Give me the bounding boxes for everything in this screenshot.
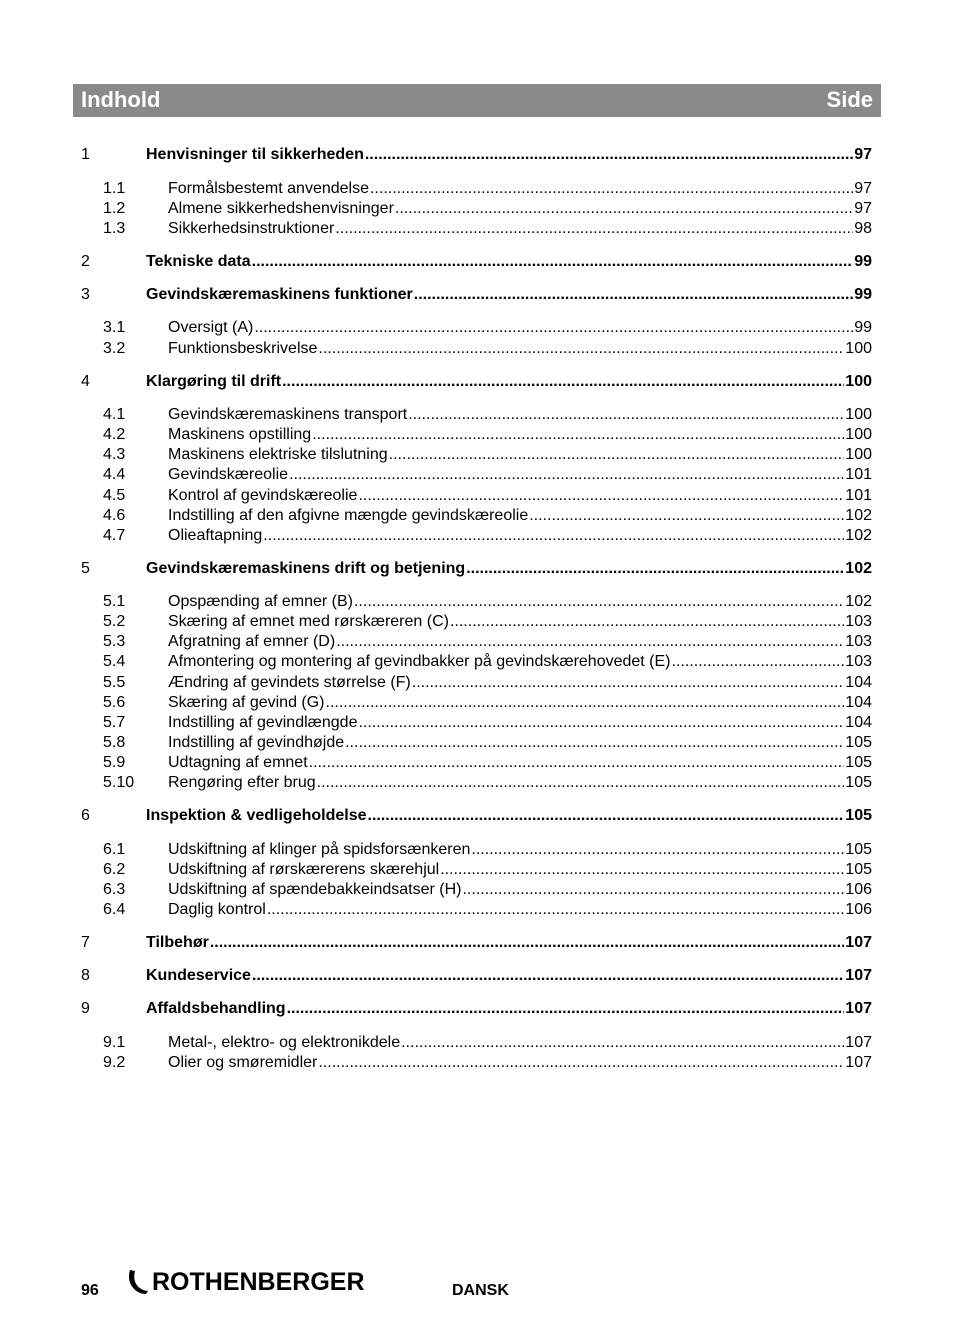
toc-page-number: 107 bbox=[845, 1034, 872, 1051]
toc-page-number: 100 bbox=[845, 340, 872, 357]
dot-leader bbox=[440, 860, 844, 880]
toc-page-number: 105 bbox=[845, 861, 872, 878]
toc-row bbox=[0, 199, 954, 219]
toc-page-number: 107 bbox=[845, 934, 872, 951]
toc-number: 9 bbox=[81, 1000, 90, 1017]
toc-row bbox=[0, 840, 954, 860]
toc-title: Kundeservice bbox=[146, 967, 251, 984]
toc-entry bbox=[168, 860, 872, 880]
toc-page-number: 100 bbox=[845, 373, 872, 390]
toc-entry bbox=[168, 199, 872, 219]
toc-title: Maskinens elektriske tilslutning bbox=[168, 446, 388, 463]
toc-number: 5.9 bbox=[103, 754, 126, 771]
toc-number: 4.1 bbox=[103, 406, 126, 423]
toc-entry bbox=[168, 179, 872, 199]
toc-number: 5.3 bbox=[103, 633, 126, 650]
toc-page-number: 99 bbox=[854, 286, 872, 303]
toc-title: Afmontering og montering af gevindbakker på gevindskærehovedet (E) bbox=[168, 653, 671, 670]
toc-row bbox=[0, 1053, 954, 1073]
dot-leader bbox=[287, 999, 845, 1019]
toc-entry bbox=[146, 252, 872, 272]
toc-page-number: 105 bbox=[845, 807, 872, 824]
dot-leader bbox=[462, 880, 844, 900]
dot-leader bbox=[358, 486, 844, 506]
toc-row bbox=[0, 966, 954, 986]
dot-leader bbox=[529, 506, 844, 526]
toc-entry bbox=[168, 592, 872, 612]
toc-entry bbox=[168, 693, 872, 713]
dot-leader bbox=[252, 966, 844, 986]
toc-number: 5.1 bbox=[103, 593, 126, 610]
toc-row bbox=[0, 252, 954, 272]
toc-number: 5 bbox=[81, 560, 90, 577]
toc-number: 9.1 bbox=[103, 1034, 126, 1051]
toc-number: 9.2 bbox=[103, 1054, 126, 1071]
toc-title: Udskiftning af spændebakkeindsatser (H) bbox=[168, 881, 462, 898]
toc-title: Inspektion & vedligeholdelse bbox=[146, 807, 367, 824]
dot-leader bbox=[312, 425, 844, 445]
toc-page-number: 107 bbox=[845, 1054, 872, 1071]
toc-entry bbox=[168, 506, 872, 526]
toc-row bbox=[0, 673, 954, 693]
toc-title: Gevindskæremaskinens funktioner bbox=[146, 286, 413, 303]
toc-title: Gevindskæremaskinens drift og betjening bbox=[146, 560, 466, 577]
toc-number: 4.6 bbox=[103, 507, 126, 524]
toc-heading: Indhold bbox=[81, 86, 161, 112]
toc-row bbox=[0, 693, 954, 713]
toc-row bbox=[0, 806, 954, 826]
toc-row bbox=[0, 559, 954, 579]
toc-page-number: 105 bbox=[845, 734, 872, 751]
toc-number: 8 bbox=[81, 967, 90, 984]
toc-row bbox=[0, 405, 954, 425]
toc-title: Udskiftning af rørskærerens skærehjul bbox=[168, 861, 440, 878]
toc-row bbox=[0, 219, 954, 239]
toc-number: 5.7 bbox=[103, 714, 126, 731]
toc-row bbox=[0, 933, 954, 953]
toc-title: Opspænding af emner (B) bbox=[168, 593, 353, 610]
dot-leader bbox=[282, 372, 844, 392]
toc-title: Skæring af emnet med rørskæreren (C) bbox=[168, 613, 449, 630]
toc-number: 1.2 bbox=[103, 200, 126, 217]
toc-row bbox=[0, 592, 954, 612]
toc-page-number: 107 bbox=[845, 967, 872, 984]
toc-number: 4.2 bbox=[103, 426, 126, 443]
toc-title: Ændring af gevindets størrelse (F) bbox=[168, 674, 411, 691]
toc-page-number: 100 bbox=[845, 426, 872, 443]
toc-row bbox=[0, 632, 954, 652]
toc-entry bbox=[168, 840, 872, 860]
toc-entry bbox=[146, 806, 872, 826]
toc-page-number: 105 bbox=[845, 754, 872, 771]
toc-number: 5.4 bbox=[103, 653, 126, 670]
dot-leader bbox=[252, 252, 854, 272]
toc-row bbox=[0, 773, 954, 793]
toc-entry bbox=[146, 559, 872, 579]
dot-leader bbox=[318, 339, 844, 359]
toc-row bbox=[0, 145, 954, 165]
dot-leader bbox=[289, 465, 844, 485]
toc-page-number: 102 bbox=[845, 507, 872, 524]
toc-page-number: 102 bbox=[845, 527, 872, 544]
toc-entry bbox=[168, 632, 872, 652]
toc-title: Olieaftapning bbox=[168, 527, 263, 544]
toc-row bbox=[0, 733, 954, 753]
toc-entry bbox=[168, 405, 872, 425]
dot-leader bbox=[389, 445, 845, 465]
dot-leader bbox=[326, 693, 845, 713]
toc-title: Skæring af gevind (G) bbox=[168, 694, 325, 711]
toc-number: 4.3 bbox=[103, 446, 126, 463]
dot-leader bbox=[466, 559, 844, 579]
toc-entry bbox=[168, 445, 872, 465]
toc-page-number: 100 bbox=[845, 406, 872, 423]
toc-page-number: 105 bbox=[845, 841, 872, 858]
dot-leader bbox=[309, 753, 845, 773]
toc-row bbox=[0, 999, 954, 1019]
dot-leader bbox=[401, 1033, 844, 1053]
toc-title: Funktionsbeskrivelse bbox=[168, 340, 318, 357]
toc-page-number: 105 bbox=[845, 774, 872, 791]
toc-entry bbox=[168, 900, 872, 920]
toc-title: Olier og smøremidler bbox=[168, 1054, 318, 1071]
toc-number: 4.4 bbox=[103, 466, 126, 483]
toc-page-number: 103 bbox=[845, 613, 872, 630]
toc-title: Maskinens opstilling bbox=[168, 426, 312, 443]
toc-number: 5.6 bbox=[103, 694, 126, 711]
toc-entry bbox=[146, 285, 872, 305]
toc-entry bbox=[168, 1053, 872, 1073]
toc-number: 2 bbox=[81, 253, 90, 270]
dot-leader bbox=[317, 773, 845, 793]
toc-page-number: 97 bbox=[854, 146, 872, 163]
toc-page-number: 104 bbox=[845, 714, 872, 731]
toc-page-number: 103 bbox=[845, 653, 872, 670]
toc-entry bbox=[168, 465, 872, 485]
toc-row bbox=[0, 486, 954, 506]
dot-leader bbox=[358, 713, 844, 733]
toc-page-number: 106 bbox=[845, 901, 872, 918]
toc-number: 3.2 bbox=[103, 340, 126, 357]
toc-title: Oversigt (A) bbox=[168, 319, 254, 336]
toc-number: 1 bbox=[81, 146, 90, 163]
toc-page-number: 106 bbox=[845, 881, 872, 898]
dot-leader bbox=[414, 285, 853, 305]
toc-row bbox=[0, 285, 954, 305]
toc-row bbox=[0, 372, 954, 392]
toc-title: Indstilling af gevindlængde bbox=[168, 714, 358, 731]
toc-row bbox=[0, 900, 954, 920]
toc-page-number: 107 bbox=[845, 1000, 872, 1017]
dot-leader bbox=[254, 318, 853, 338]
toc-number: 6.4 bbox=[103, 901, 126, 918]
toc-page-number: 99 bbox=[854, 253, 872, 270]
toc-entry bbox=[168, 612, 872, 632]
dot-leader bbox=[368, 806, 845, 826]
toc-row bbox=[0, 1033, 954, 1053]
toc-row bbox=[0, 880, 954, 900]
dot-leader bbox=[267, 900, 844, 920]
toc-title: Sikkerhedsinstruktioner bbox=[168, 220, 335, 237]
dot-leader bbox=[395, 199, 853, 219]
toc-row bbox=[0, 339, 954, 359]
toc-entry bbox=[168, 219, 872, 239]
toc-number: 6 bbox=[81, 807, 90, 824]
toc-page-number: 98 bbox=[854, 220, 872, 237]
toc-entry bbox=[168, 880, 872, 900]
page-column-heading: Side bbox=[826, 86, 873, 112]
toc-title: Klargøring til drift bbox=[146, 373, 282, 390]
toc-entry bbox=[168, 1033, 872, 1053]
dot-leader bbox=[365, 145, 853, 165]
dot-leader bbox=[450, 612, 844, 632]
rothenberger-logo bbox=[126, 1264, 366, 1298]
toc-title: Kontrol af gevindskæreolie bbox=[168, 487, 358, 504]
toc-row bbox=[0, 179, 954, 199]
toc-row bbox=[0, 612, 954, 632]
toc-title: Formålsbestemt anvendelse bbox=[168, 180, 369, 197]
toc-title: Udskiftning af klinger på spidsforsænkeren bbox=[168, 841, 471, 858]
toc-title: Affaldsbehandling bbox=[146, 1000, 286, 1017]
dot-leader bbox=[370, 179, 853, 199]
dot-leader bbox=[408, 405, 844, 425]
toc-number: 6.2 bbox=[103, 861, 126, 878]
toc-number: 6.1 bbox=[103, 841, 126, 858]
toc-page-number: 101 bbox=[845, 487, 872, 504]
toc-title: Indstilling af gevindhøjde bbox=[168, 734, 345, 751]
dot-leader bbox=[412, 673, 845, 693]
toc-row bbox=[0, 713, 954, 733]
toc-number: 3.1 bbox=[103, 319, 126, 336]
toc-number: 5.8 bbox=[103, 734, 126, 751]
toc-number: 3 bbox=[81, 286, 90, 303]
language-label: DANSK bbox=[452, 1282, 509, 1299]
toc-number: 5.10 bbox=[103, 774, 135, 791]
logo-wordmark: ROTHENBERGER bbox=[152, 1268, 365, 1296]
dot-leader bbox=[210, 933, 844, 953]
toc-entry bbox=[168, 713, 872, 733]
dot-leader bbox=[335, 219, 853, 239]
toc-page-number: 102 bbox=[845, 593, 872, 610]
toc-title: Gevindskæremaskinens transport bbox=[168, 406, 408, 423]
dot-leader bbox=[318, 1053, 844, 1073]
toc-header-bar bbox=[73, 84, 881, 117]
toc-title: Metal-, elektro- og elektronikdele bbox=[168, 1034, 401, 1051]
toc-title: Indstilling af den afgivne mængde gevindskæreolie bbox=[168, 507, 529, 524]
toc-number: 7 bbox=[81, 934, 90, 951]
toc-row bbox=[0, 465, 954, 485]
toc-title: Henvisninger til sikkerheden bbox=[146, 146, 364, 163]
toc-row bbox=[0, 425, 954, 445]
toc-number: 4.5 bbox=[103, 487, 126, 504]
dot-leader bbox=[263, 526, 844, 546]
dot-leader bbox=[345, 733, 844, 753]
toc-entry bbox=[146, 145, 872, 165]
toc-number: 4.7 bbox=[103, 527, 126, 544]
dot-leader bbox=[672, 652, 845, 672]
toc-number: 5.5 bbox=[103, 674, 126, 691]
toc-title: Gevindskæreolie bbox=[168, 466, 289, 483]
toc-page-number: 100 bbox=[845, 446, 872, 463]
toc-entry bbox=[168, 733, 872, 753]
toc-number: 1.3 bbox=[103, 220, 126, 237]
toc-entry bbox=[168, 318, 872, 338]
toc-page-number: 97 bbox=[854, 200, 872, 217]
toc-entry bbox=[168, 773, 872, 793]
toc-entry bbox=[146, 372, 872, 392]
toc-title: Daglig kontrol bbox=[168, 901, 266, 918]
toc-title: Rengøring efter brug bbox=[168, 774, 316, 791]
toc-entry bbox=[168, 526, 872, 546]
dot-leader bbox=[471, 840, 844, 860]
toc-entry bbox=[146, 999, 872, 1019]
toc-row bbox=[0, 860, 954, 880]
toc-row bbox=[0, 506, 954, 526]
dot-leader bbox=[336, 632, 844, 652]
toc-page-number: 104 bbox=[845, 694, 872, 711]
toc-title: Udtagning af emnet bbox=[168, 754, 308, 771]
toc-entry bbox=[168, 652, 872, 672]
toc-number: 4 bbox=[81, 373, 90, 390]
toc-number: 6.3 bbox=[103, 881, 126, 898]
toc-title: Almene sikkerhedshenvisninger bbox=[168, 200, 394, 217]
toc-page-number: 99 bbox=[854, 319, 872, 336]
toc-page-number: 102 bbox=[845, 560, 872, 577]
toc-entry bbox=[168, 486, 872, 506]
toc-entry bbox=[168, 673, 872, 693]
toc-row bbox=[0, 753, 954, 773]
toc-entry bbox=[146, 933, 872, 953]
page-number: 96 bbox=[81, 1282, 99, 1299]
toc-entry bbox=[168, 753, 872, 773]
toc-page-number: 104 bbox=[845, 674, 872, 691]
toc-row bbox=[0, 526, 954, 546]
toc-number: 5.2 bbox=[103, 613, 126, 630]
toc-page-number: 103 bbox=[845, 633, 872, 650]
toc-row bbox=[0, 318, 954, 338]
toc-title: Afgratning af emner (D) bbox=[168, 633, 336, 650]
toc-title: Tilbehør bbox=[146, 934, 209, 951]
toc-entry bbox=[146, 966, 872, 986]
toc-number: 1.1 bbox=[103, 180, 126, 197]
toc-page-number: 101 bbox=[845, 466, 872, 483]
toc-page-number: 97 bbox=[854, 180, 872, 197]
toc-title: Tekniske data bbox=[146, 253, 251, 270]
dot-leader bbox=[354, 592, 844, 612]
toc-entry bbox=[168, 425, 872, 445]
toc-entry bbox=[168, 339, 872, 359]
toc-row bbox=[0, 445, 954, 465]
toc-row bbox=[0, 652, 954, 672]
